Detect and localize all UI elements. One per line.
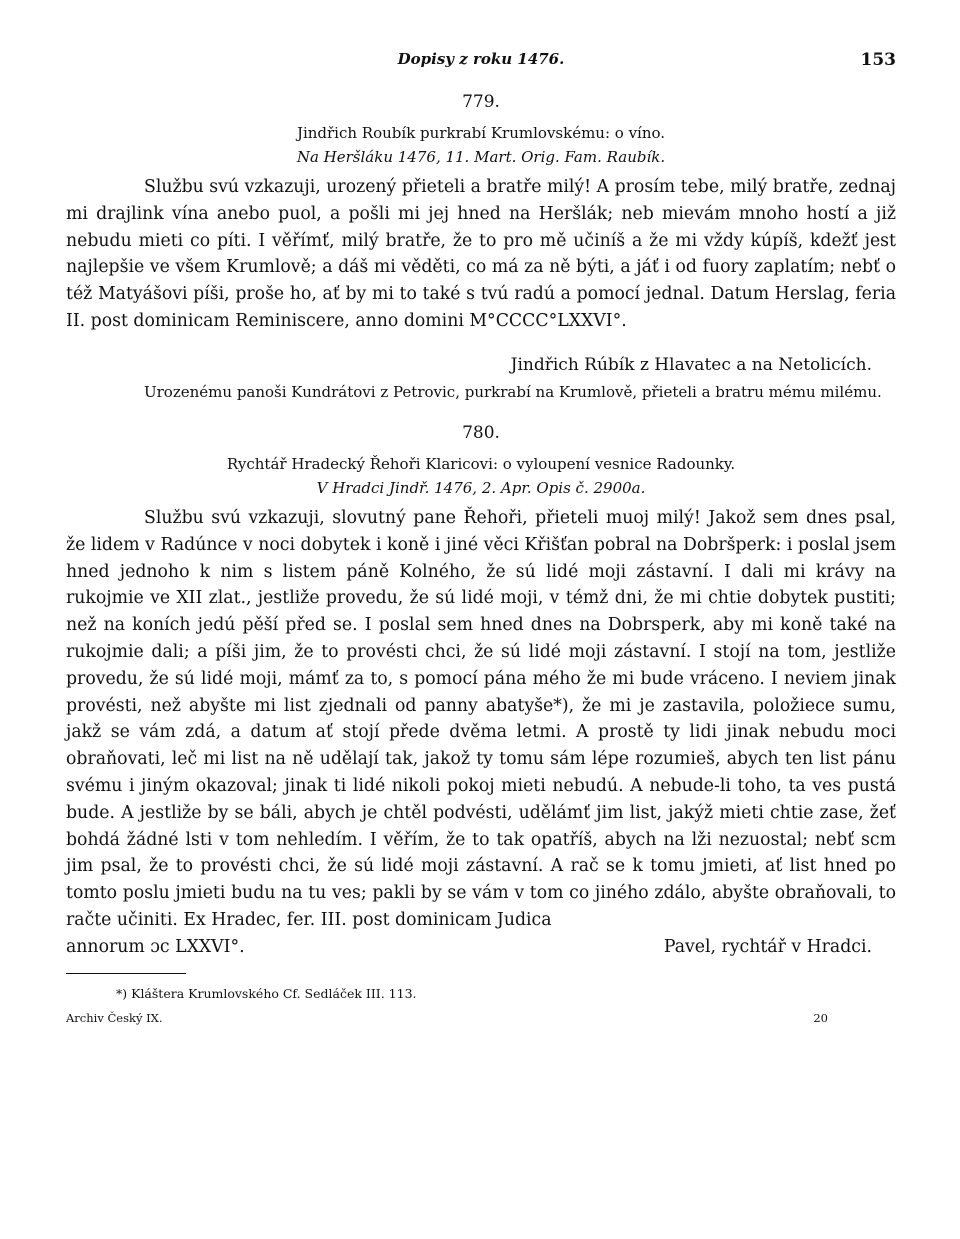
page-header: [66, 40, 896, 74]
letter-address: Urozenému panoši Kundrátovi z Petrovic, purkrabí na Krumlově, přieteli a bratru mému milému.: [144, 383, 882, 402]
document-number: 779.: [462, 92, 500, 112]
footer-signature-mark: Archiv Český IX.: [66, 1010, 163, 1025]
document-780: [66, 423, 896, 961]
footnote-divider: [66, 973, 186, 974]
document-779: [66, 92, 896, 403]
document-summary: Rychtář Hradecký Řehoři Klaricovi: o vyloupení vesnice Radounky.: [226, 455, 736, 474]
running-title: Dopisy z roku 1476.: [397, 50, 565, 68]
letter-text: Službu svú vzkazuji, slovutný pane Řehoři, přieteli muoj milý! Jakož sem dnes psal, že lidem v Radúnce v noci dobytek i koně i jiné věci Křišťan pobral na Dobršperk: i poslal jsem hned jednoho k nim s listem páně Kolného, že sú lidé moji zástavní. I dali mi krávy na rukojmie ve XII zlat., jestliže provedu, že sú lidé moji, v témž dni, že mi chtie dobytek pustiti; než na koních jedú pěší před se. I poslal sem hned dnes na Dobrsperk, aby mi koně také na rukojmie dali; a píši jim, že to provésti chci, že sú lidé moji zástavní. I stojí na tom, jestliže provedu, že sú lidé moji, mámť za to, s pomocí pána mého že mi bude vráceno. I neviem jinak provésti, než abyšte mi list zjednali od panny abatyše*), že mi je zastavila, položiece sumu, jakž se vám zdá, a datum ať stojí přede dvěma letmi. A prostě ty lidi jinak nebudu moci obraňovati, leč mi list na ně udělají tak, jakož ty tomu sám lépe rozumieš, abych ten list pánu svému i jiným okazoval; jinak ti lidé nikoli pokoj mieti nebudú. A nebude-li toho, ta ves pustá bude. A jestliže by se báli, abych je chtěl podvésti, udělámť jim list, jakýž mieti chtie zase, žeť bohdá žádné lsti v tom nehledím. I věřím, že to tak opatříš, abych na lži nezuostal; nebť scm jim psal, že to provésti chci, že sú lidé moji zástavní. A rač se k tomu jmieti, ať list hned po tomto poslu jmieti budu na tu ves; pakli by se vám v tom co jiného zdálo, abyšte obraňovali, to račte učiniti. Ex Hradec, fer. III. post dominicam Judica: [66, 508, 896, 931]
footnote: *) Kláštera Krumlovského Cf. Sedláček III. 113.: [116, 985, 417, 1001]
letter-signature: Jindřich Rúbík z Hlavatec a na Netolicích.: [510, 355, 872, 376]
document-source: Na Heršláku 1476, 11. Mart. Orig. Fam. Raubík.: [296, 148, 666, 166]
document-source: V Hradci Jindř. 1476, 2. Apr. Opis č. 2900a.: [316, 479, 646, 498]
closing-date: annorum ɔc LXXVI°.: [66, 936, 245, 957]
page-number: 153: [860, 50, 896, 70]
page-footer: [66, 1011, 896, 1025]
sheet-number: 20: [813, 1010, 828, 1025]
letter-text: Službu svú vzkazuji, urozený přieteli a bratře milý! A prosím tebe, milý bratře, zednaj mi drajlink vína anebo puol, a pošli mi jej hned na Heršlák; neb mievám mnoho hostí a již nebudu mieti co píti. I věřímť, milý bratře, že to pro mě učiníš a že mi vždy kúpíš, kdežť jest najlepšie ve všem Krumlově; a dáš mi věděti, co má za ně býti, a jáť i od fuory zaplatím; nebť o též Matyášovi píši, proše ho, ať by mi to také s tvú radú a pomocí jednal. Datum Herslag, feria II. post dominicam Reminiscere, anno domini M°CCCC°LXXVI°.: [66, 177, 896, 331]
document-summary: Jindřich Roubík purkrabí Krumlovskému: o víno.: [296, 124, 666, 142]
letter-signature: Pavel, rychtář v Hradci.: [663, 936, 872, 957]
document-number: 780.: [462, 423, 500, 444]
closing-line: [66, 934, 896, 961]
page: [66, 40, 896, 1025]
